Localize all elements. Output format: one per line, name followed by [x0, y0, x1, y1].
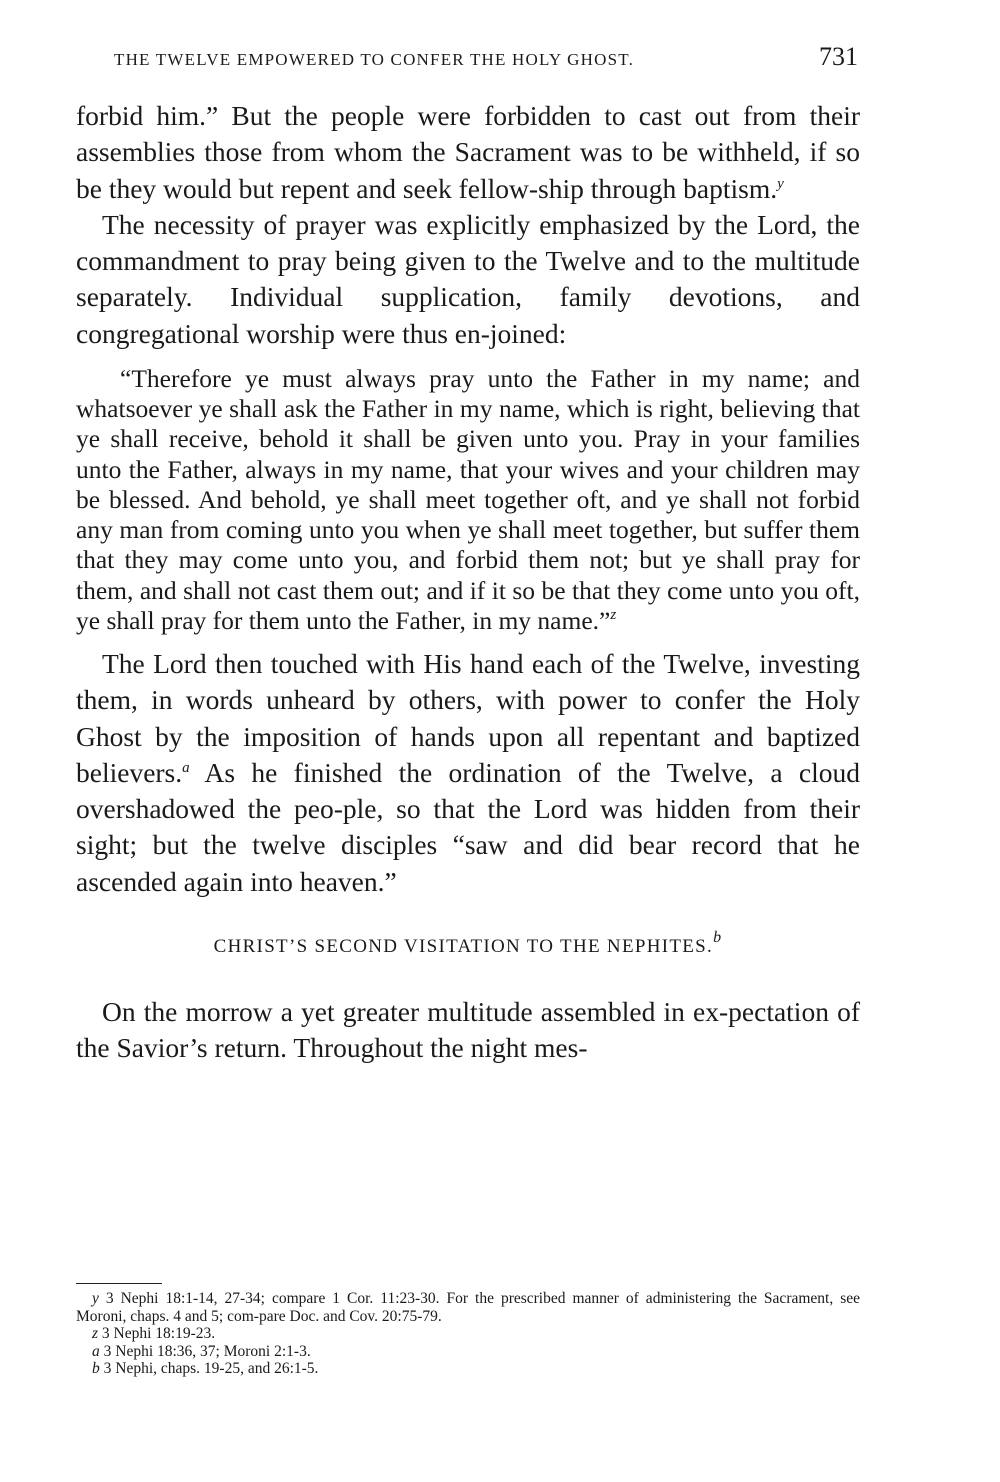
paragraph-4: On the morrow a yet greater multitude assembled in ex-pectation of the Savior’s return. Throughout the night mes-: [76, 995, 860, 1064]
footnote-z: [76, 1325, 860, 1343]
footnote-mark: y: [92, 1290, 99, 1307]
footnote-text: 3 Nephi 18:1-14, 27-34; compare 1 Cor. 11:23-30. For the prescribed manner of administering the Sacrament, see Moroni, chaps. 4 and 5; com-pare Doc. and Cov. 20:75-79.: [76, 1290, 860, 1325]
footnote-text: 3 Nephi, chaps. 19-25, and 26:1-5.: [99, 1360, 319, 1377]
page-header: [76, 40, 860, 74]
footnote-ref-y: y: [777, 175, 784, 192]
footnote-a: [76, 1343, 860, 1361]
footnote-mark: z: [92, 1325, 99, 1342]
block-quote-text: “Therefore ye must always pray unto the Father in my name; and whatsoever ye shall ask the Father in my name, which is right, believing that ye shall receive, behold it shall be given unto you. Pray in your families unto the Father, always in my name, that your wives and your children may be blessed. And behold, ye shall meet together oft, and ye shall not forbid any man from coming unto you when ye shall meet together, but suffer them that they may come unto you, and forbid them not; but ye shall pray for them, and shall not cast them out; and if it so be that they come unto you oft, ye shall pray for them unto the Father, in my name.”: [76, 364, 860, 635]
paragraph-3-text-b: As he finished the ordination of the Twelve, a cloud overshadowed the peo-ple, so that the Lord was hidden from their sight; but the twelve disciples “saw and did bear record that he ascended again into heaven.”: [76, 756, 860, 897]
footnote-ref-b: b: [713, 928, 723, 946]
paragraph-1-text: forbid him.” But the people were forbidden to cast out from their assemblies those from whom the Sacrament was to be withheld, if so be they would but repent and seek fellow-ship through baptism.: [76, 100, 860, 204]
footnotes: [76, 1290, 860, 1378]
footnote-ref-a: a: [182, 759, 190, 776]
paragraph-3: [76, 646, 860, 900]
paragraph-3-text-a: The Lord then touched with His hand each of the Twelve, investing them, in words unheard by others, with power to confer the Holy Ghost by the imposition of hands upon all repentant and baptized believers.: [76, 647, 860, 788]
footnote-rule: [76, 1283, 162, 1284]
footnote-mark: b: [92, 1360, 100, 1377]
footnote-text: 3 Nephi 18:19-23.: [98, 1325, 216, 1342]
running-head: THE TWELVE EMPOWERED TO CONFER THE HOLY GHOST.: [114, 50, 635, 69]
main-text: [76, 98, 860, 1067]
paragraph-2: The necessity of prayer was explicitly emphasized by the Lord, the commandment to pray being given to the Twelve and to the multitude separately. Individual supplication, family devotions, and congregational worship were thus en-joined:: [76, 208, 860, 349]
footnote-text: 3 Nephi 18:36, 37; Moroni 2:1-3.: [99, 1342, 311, 1360]
paragraph-1: [76, 98, 860, 207]
page-number: 731: [819, 42, 858, 71]
footnote-mark: a: [92, 1342, 100, 1360]
section-heading: [76, 928, 860, 962]
section-heading-text: CHRIST’S SECOND VISITATION TO THE NEPHITES.: [213, 935, 714, 957]
footnote-y: [76, 1290, 860, 1325]
block-quote: [76, 364, 860, 636]
footnote-ref-z: z: [610, 606, 617, 623]
footnote-b: [76, 1360, 860, 1378]
